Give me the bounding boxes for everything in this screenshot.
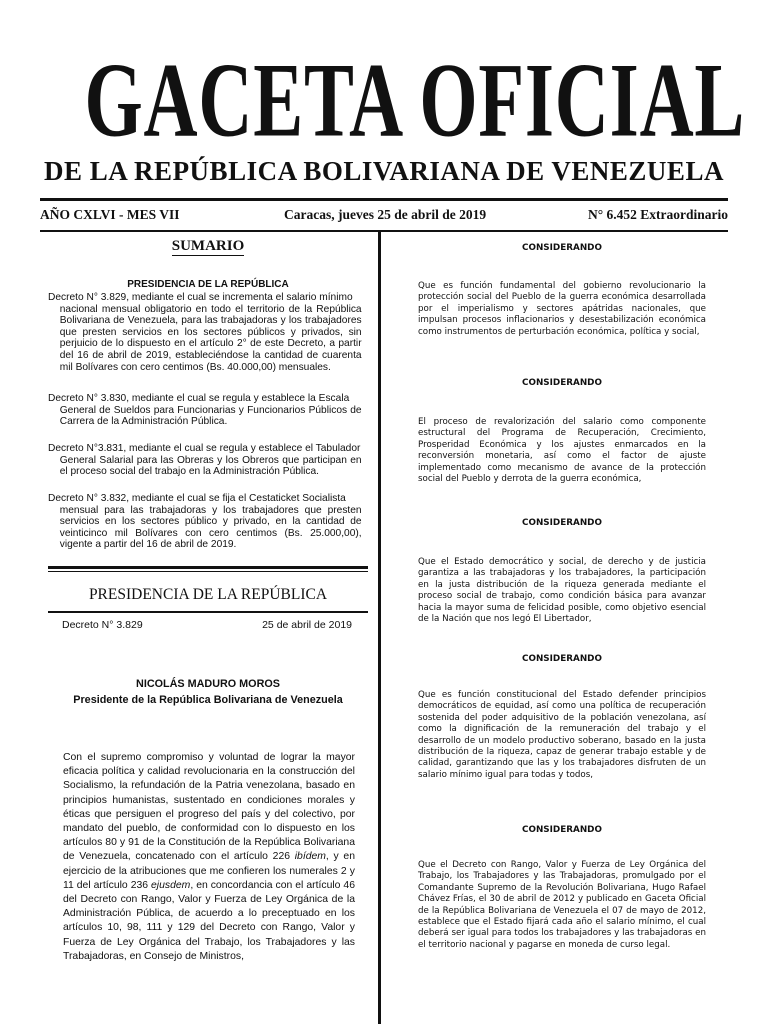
signatory-name: NICOLÁS MADURO MOROS [136, 678, 280, 690]
section-rule-bottom [48, 611, 368, 613]
considerando-paragraph: Que es función fundamental del gobierno revolucionario la protección social del Pueblo de la guerra económica desarrollada por el imperialismo y sectores apátridas nacionales, que impulsan procesos inflacionarios y desestabilización económica como instrumentos de perturbación económica, política y social, [418, 281, 706, 337]
issue-number: N° 6.452 Extraordinario [587, 207, 728, 222]
considerando-heading: CONSIDERANDO [522, 518, 602, 528]
top-rule [40, 198, 728, 201]
sumario-entry: Decreto N° 3.830, mediante el cual se regula y establece la Escala General de Sueldos para Funcionarias y Funcionarios Públicos de Carrera de la Administración Pública. [48, 393, 362, 428]
signatory-role: Presidente de la República Bolivariana de Venezuela [73, 694, 343, 706]
sumario-heading: SUMARIO [171, 238, 245, 254]
considerando-heading: CONSIDERANDO [522, 825, 602, 835]
decree-number: Decreto N° 3.829 [62, 619, 143, 631]
issue-info-bar [40, 207, 728, 227]
considerando-paragraph: Que el Estado democrático y social, de derecho y de justicia garantiza a las trabajadoras y los trabajadores, la participación en la justa distribución de la riqueza generada mediante el proceso social de trabajo, como condición básica para avanzar hacia la mayor suma de felicidad posible, como objetivo esencial de la Nación que nos legó El Libertador, [418, 557, 706, 625]
decree-date: 25 de abril de 2019 [262, 619, 352, 631]
column-divider [378, 232, 381, 1024]
gazette-subtitle: DE LA REPÚBLICA BOLIVARIANA DE VENEZUELA [44, 156, 724, 186]
sumario-section: PRESIDENCIA DE LA REPÚBLICA [127, 279, 289, 290]
info-bottom-rule [40, 230, 728, 232]
considerando-paragraph: Que es función constitucional del Estado defender principios democráticos de equidad, así como una política de recuperación sostenida del poder adquisitivo de la población venezolana, así como la dignificación de la remuneración del trabajo y el desarrollo de un modelo productivo soberano, basado en la justa distribución de la riqueza, capaz de generar trabajo estable y de calidad, garantizando que las y los trabajadores disfruten de un salario mínimo igual para todas y todos, [418, 690, 706, 780]
signatory [48, 676, 368, 708]
sumario-entry: Decreto N° 3.829, mediante el cual se incrementa el salario mínimo nacional mensual obligatorio en todo el territorio de la República Bolivariana de Venezuela, para las trabajadoras y los trabajadores que presten servicios en los sectores públicos y privados, sin perjuicio de lo dispuesto en el artículo 2° de este Decreto, a partir del 16 de abril de 2019, estableciéndose la cantidad de cuarenta mil Bolívares con cero centimos (Bs. 40.000,00) mensuales. [48, 292, 362, 373]
issue-date: Caracas, jueves 25 de abril de 2019 [284, 207, 487, 222]
considerando-heading: CONSIDERANDO [522, 243, 602, 253]
sumario-entry: Decreto N° 3.832, mediante el cual se fija el Cestaticket Socialista mensual para las trabajadoras y los trabajadores que presten servicios en los sectores público y privado, en la cantidad de veinticinco mil Bolívares con cero centimos (Bs. 25.000,00), vigente a partir del 16 de abril de 2019. [48, 493, 362, 551]
considerando-paragraph: Que el Decreto con Rango, Valor y Fuerza de Ley Orgánica del Trabajo, los Trabajadores y las Trabajadoras, promulgado por el Comandante Supremo de la Revolución Bolivariana, Hugo Rafael Chávez Frías, el 30 de abril de 2012 y publicado en Gaceta Oficial de la República Bolivariana de Venezuela el 07 de mayo de 2012, establece que el Estado fijará cada año el salario mínimo, el cual deberá ser igual para todos los trabajadores y las trabajadoras en el territorio nacional y pagarse en moneda de curso legal. [418, 860, 706, 950]
considerando-paragraph: El proceso de revalorización del salario como componente estructural del Programa de Recuperación, Crecimiento, Prosperidad Económica y los ajustes enmarcados en la reconversión monetaria, así como el factor de ajuste implementado como mecanismo de avance de la protección social del Pueblo y derrota de la guerra económica, [418, 417, 706, 485]
section-rule-thin [48, 571, 368, 572]
issue-year: AÑO CXLVI - MES VII [40, 207, 180, 222]
considerando-heading: CONSIDERANDO [522, 654, 602, 664]
section-rule [48, 566, 368, 569]
decree-preamble: Con el supremo compromiso y voluntad de lograr la mayor eficacia política y calidad revolucionaria en la construcción del Socialismo, la refundación de la Patria venezolana, basado en principios humanistas, sustentado en condiciones morales y éticas que persiguen el progreso del país y del colectivo, por mandato del pueblo, de conformidad con lo dispuesto en los artículos 80 y 91 de la Constitución de la República Bolivariana de Venezuela, concatenado con el artículo 226 ibídem, y en ejercicio de la atribuciones que me confieren los numerales 2 y 11 del artículo 236 ejusdem, en concordancia con el artículo 46 del Decreto con Rango, Valor y Fuerza de Ley Orgánica de la Administración Pública, de acuerdo a lo preceptuado en los artículos 10, 98, 111 y 129 del Decreto con Rango, Valor y Fuerza de Ley Orgánica del Trabajo, los Trabajadores y las Trabajadoras, en Consejo de Ministros, [63, 752, 355, 962]
masthead [0, 40, 768, 159]
gazette-title: GACETA OFICIAL [84, 41, 746, 159]
decree-section-heading: PRESIDENCIA DE LA REPÚBLICA [88, 586, 328, 603]
sumario-entry: Decreto N°3.831, mediante el cual se regula y establece el Tabulador General Salarial para las Obreras y los Obreros que participan en el proceso social del trabajo en la Administración Pública. [48, 443, 362, 478]
considerando-heading: CONSIDERANDO [522, 378, 602, 388]
